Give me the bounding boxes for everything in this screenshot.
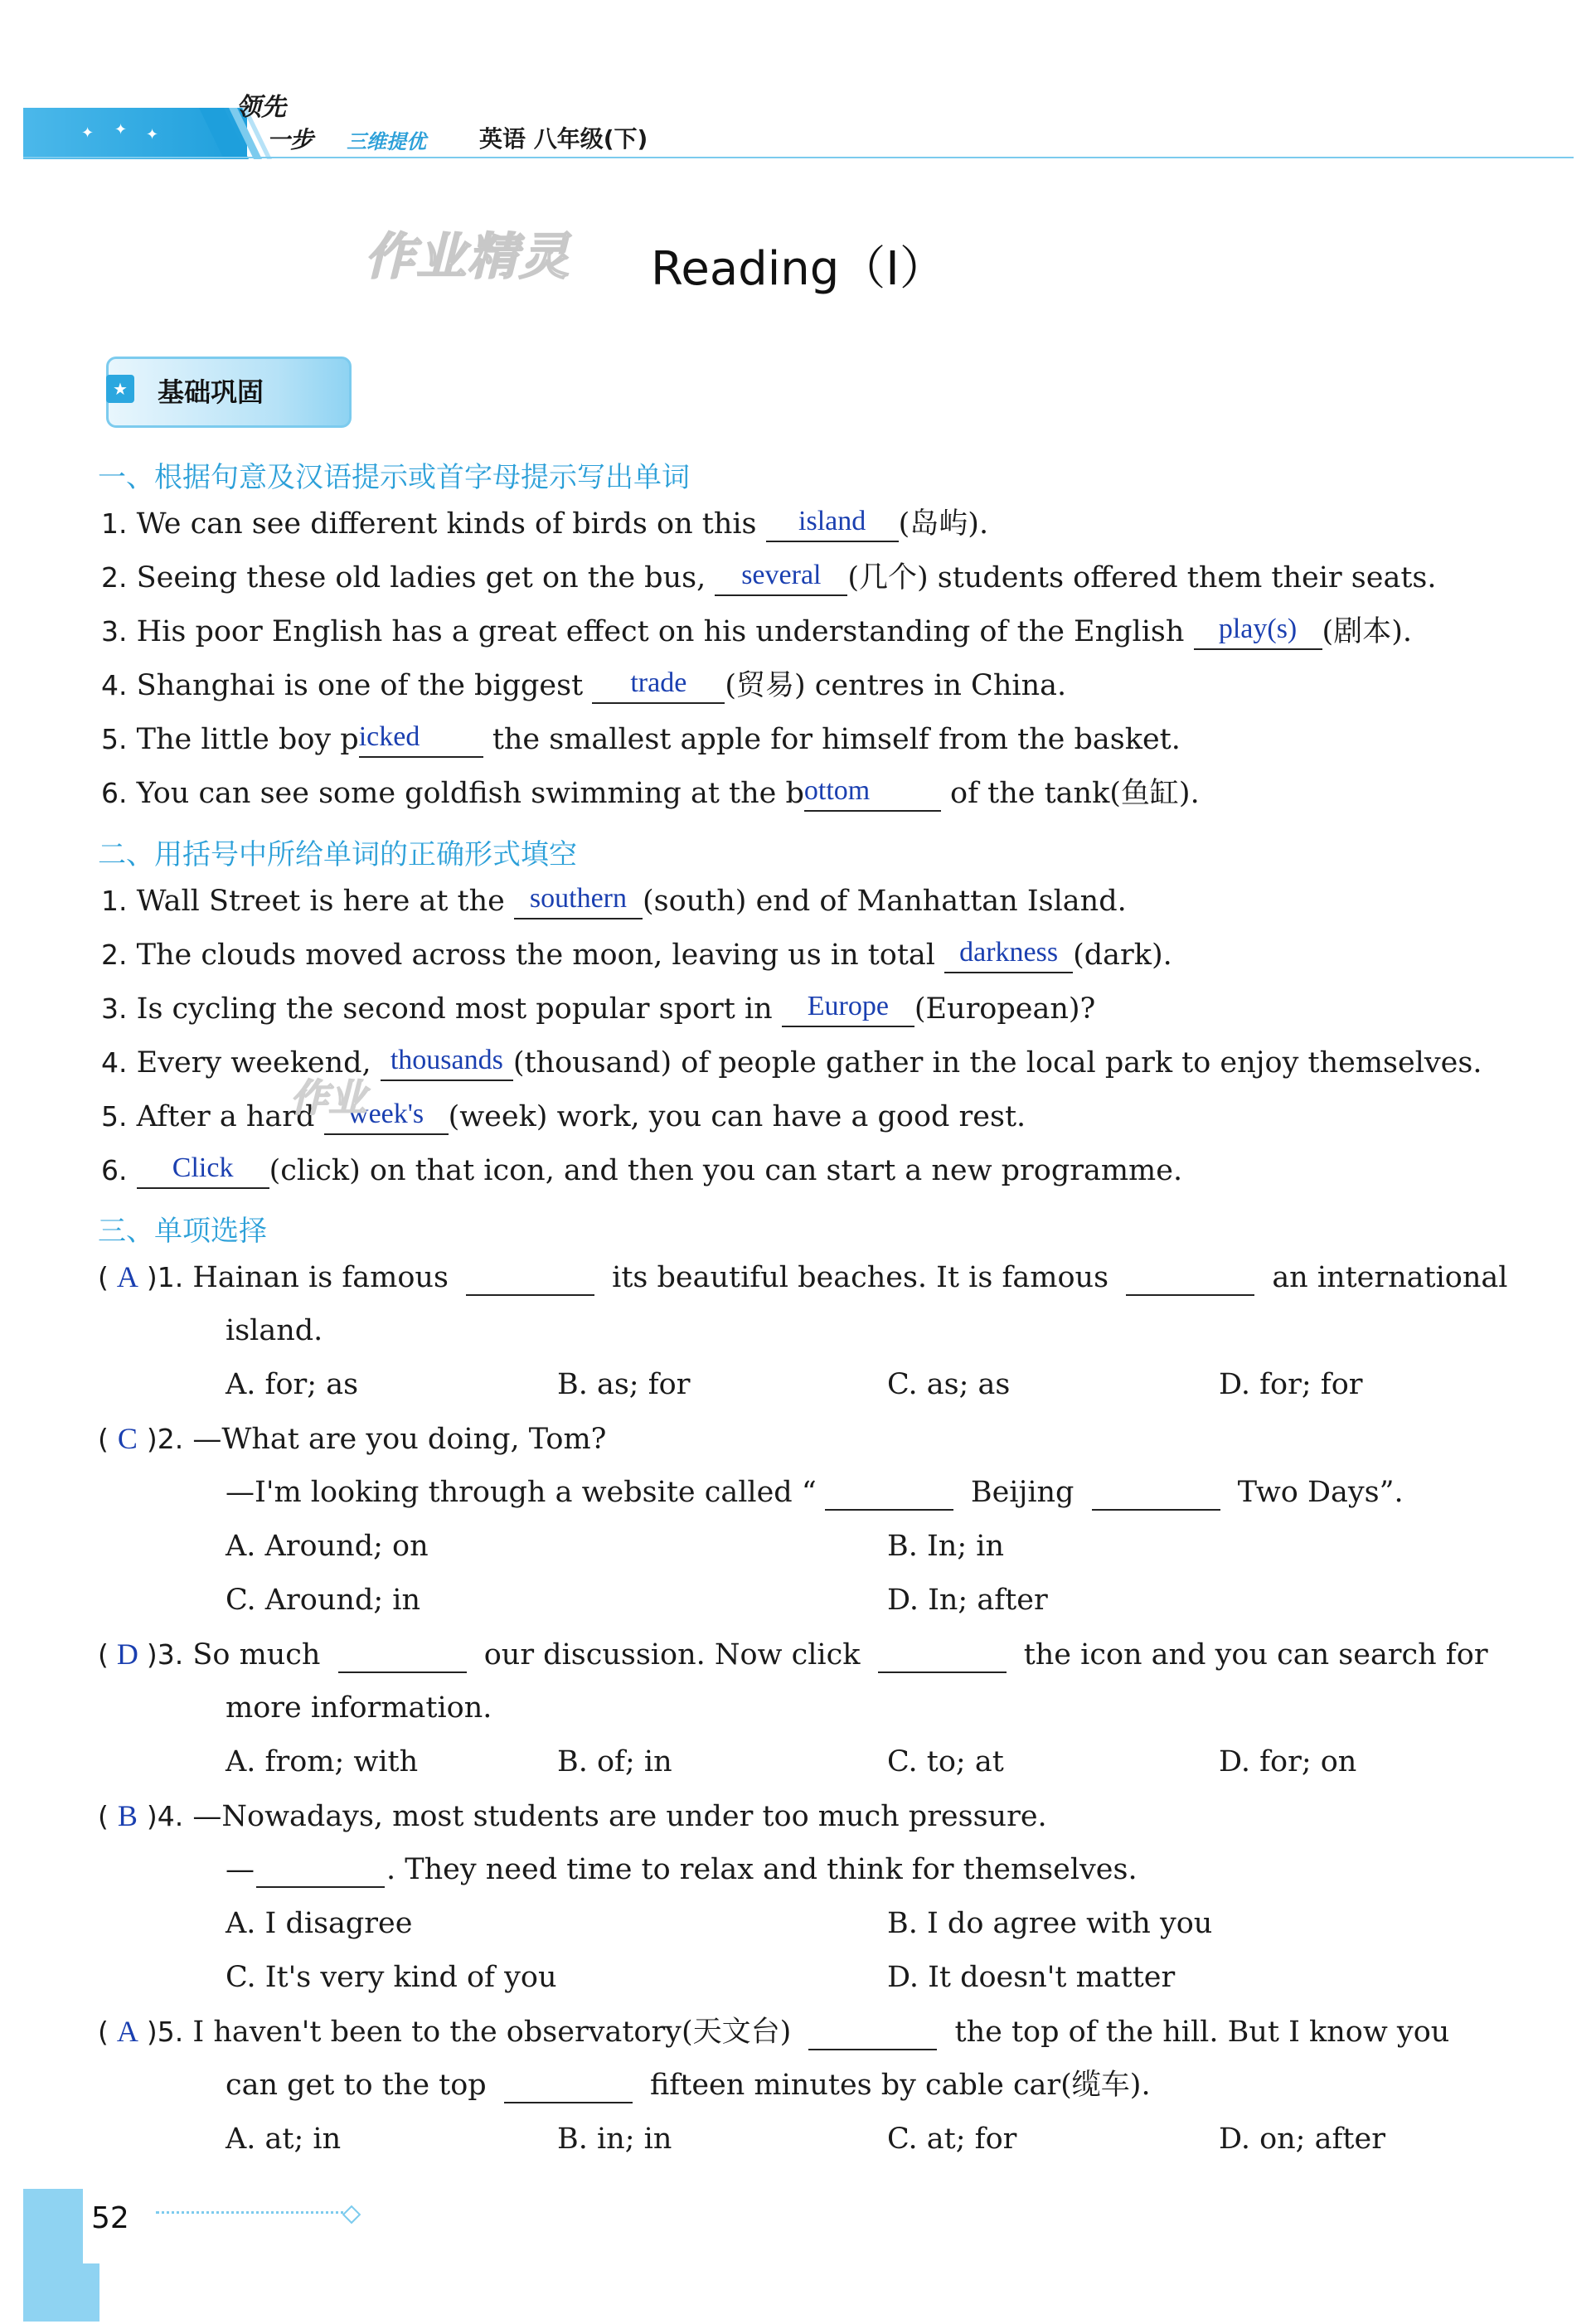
item-text: The clouds moved across the moon, leaving us in total xyxy=(136,939,945,972)
s1-item1 xyxy=(101,506,988,542)
option-a[interactable]: A. for; as xyxy=(226,1368,359,1401)
item-number: )1. xyxy=(146,1261,184,1293)
answer-blank[interactable] xyxy=(825,1481,953,1511)
mc-answer: B xyxy=(117,1799,138,1832)
brand-line3: 三维提优 xyxy=(347,130,426,153)
item-text: can get to the top xyxy=(226,2069,496,2102)
star-icon: ✦ xyxy=(146,126,159,143)
item-text: fifteen minutes by cable car(缆车). xyxy=(640,2069,1151,2102)
option-a[interactable]: A. Around; on xyxy=(226,1530,429,1563)
option-b[interactable]: B. as; for xyxy=(557,1368,691,1401)
page-title: Reading（Ⅰ） xyxy=(651,242,946,296)
diamond-icon xyxy=(342,2205,361,2225)
item-number: 4. xyxy=(101,1046,128,1079)
item-text: — xyxy=(226,1853,255,1886)
watermark-mark xyxy=(290,1061,390,1136)
item-text: . They need time to relax and think for themselves. xyxy=(386,1853,1138,1886)
answer-text: island xyxy=(798,506,866,536)
item-text: (thousand) of people gather in the local park to enjoy themselves. xyxy=(512,1046,1482,1080)
answer-text: southern xyxy=(529,883,627,914)
item-text: —What are you doing, Tom? xyxy=(192,1423,607,1456)
item-text: the smallest apple for himself from the basket. xyxy=(483,723,1181,756)
item-text: We can see different kinds of birds on this xyxy=(136,507,766,541)
star-icon: ✦ xyxy=(81,124,95,142)
mc-question-1: ( A )1. Hainan is famous its beautiful beaches. It is famous an international xyxy=(98,1260,1508,1294)
footer-dotted-rule xyxy=(156,2211,355,2215)
item-text: Every weekend, xyxy=(136,1046,381,1080)
option-d[interactable]: D. on; after xyxy=(1219,2123,1385,2156)
item-number: 6. xyxy=(101,777,128,809)
s2-item5 xyxy=(101,1099,1026,1135)
item-number: 5. xyxy=(101,1100,128,1133)
item-number: 3. xyxy=(101,615,128,648)
star-icon: ★ xyxy=(106,375,134,403)
item-text: —Nowadays, most students are under too much pressure. xyxy=(192,1800,1047,1833)
item-text: (European)? xyxy=(914,992,1096,1026)
answer-blank[interactable] xyxy=(381,1046,513,1081)
item-text: the icon and you can search for xyxy=(1014,1638,1488,1671)
item-text: —I'm looking through a website called “ xyxy=(226,1476,817,1509)
answer-blank[interactable] xyxy=(715,561,847,596)
header-rule xyxy=(23,157,1574,158)
section1-heading: 一、根据句意及汉语提示或首字母提示写出单词 xyxy=(98,461,690,494)
answer-blank[interactable] xyxy=(944,939,1073,973)
section3-heading: 三、单项选择 xyxy=(98,1215,267,1248)
item-number: )4. xyxy=(146,1800,184,1832)
item-text: its beautiful beaches. It is famous xyxy=(603,1261,1118,1294)
item-text: Shanghai is one of the biggest xyxy=(136,669,593,702)
answer-blank[interactable] xyxy=(782,992,914,1027)
watermark-text: 作业 xyxy=(290,1075,366,1120)
option-b[interactable]: B. in; in xyxy=(557,2123,672,2156)
option-d[interactable]: D. for; on xyxy=(1219,1745,1357,1778)
item-number: 2. xyxy=(101,561,128,594)
mc-question-5: ( A )5. I haven't been to the observatory(天文台) the top of the hill. But I know you xyxy=(98,2015,1450,2049)
mc-question-2: ( C )2. —What are you doing, Tom? xyxy=(98,1422,607,1456)
option-c[interactable]: C. at; for xyxy=(887,2123,1017,2156)
answer-blank[interactable] xyxy=(592,669,725,704)
answer-text: week's xyxy=(348,1099,424,1129)
option-c[interactable]: C. Around; in xyxy=(226,1584,421,1617)
item-text: (click) on that icon, and then you can start a new programme. xyxy=(269,1154,1183,1187)
answer-blank[interactable] xyxy=(256,1858,385,1888)
answer-blank[interactable] xyxy=(338,1643,467,1673)
item-text: (dark). xyxy=(1073,939,1172,972)
item-number: )2. xyxy=(146,1423,184,1455)
item-text: (几个) students offered them their seats. xyxy=(847,561,1437,594)
item-number: 4. xyxy=(101,669,128,701)
item-number: 2. xyxy=(101,939,128,971)
s2-item1 xyxy=(101,883,1127,919)
answer-blank[interactable] xyxy=(466,1266,594,1296)
subject-label: 英语 八年级(下) xyxy=(479,125,648,153)
item-text: Is cycling the second most popular sport in xyxy=(136,992,782,1026)
item-text: Beijing xyxy=(961,1476,1084,1509)
answer-blank[interactable] xyxy=(808,2021,937,2050)
answer-text: Europe xyxy=(807,991,889,1021)
section2-heading: 二、用括号中所给单词的正确形式填空 xyxy=(98,838,577,871)
item-text: You can see some goldfish swimming at the b xyxy=(136,777,804,810)
item-number: 5. xyxy=(101,723,128,755)
answer-blank[interactable] xyxy=(804,777,941,812)
mc-question-5-cont xyxy=(226,2067,1151,2103)
item-number: 3. xyxy=(101,992,128,1025)
s2-item6 xyxy=(101,1152,1182,1189)
watermark: 作业精灵 xyxy=(365,228,570,286)
star-icon: ✦ xyxy=(114,121,128,138)
mc-answer: A xyxy=(116,2015,138,2048)
option-c[interactable]: C. as; as xyxy=(887,1368,1011,1401)
answer-text: darkness xyxy=(959,937,1059,968)
mc-question-3: ( D )3. So much our discussion. Now click the icon and you can search for xyxy=(98,1637,1488,1671)
s1-item6 xyxy=(101,775,1200,812)
brand-line2: 一步 xyxy=(267,126,314,153)
mc-answer: A xyxy=(116,1260,138,1293)
item-text: an international xyxy=(1263,1261,1508,1294)
answer-blank[interactable] xyxy=(878,1643,1007,1673)
item-text: The little boy p xyxy=(136,723,359,756)
badge-label: 基础巩固 xyxy=(158,376,264,408)
answer-text: ottom xyxy=(803,775,871,806)
brand-line1: 领先 xyxy=(236,93,286,122)
option-b[interactable]: B. I do agree with you xyxy=(887,1907,1213,1940)
answer-blank[interactable] xyxy=(514,885,643,919)
page-number: 52 xyxy=(91,2201,129,2235)
s2-item2 xyxy=(101,937,1172,973)
answer-text: trade xyxy=(630,667,687,698)
mc-question-4-cont xyxy=(226,1851,1138,1888)
item-text: So much xyxy=(192,1638,330,1671)
option-b[interactable]: B. of; in xyxy=(557,1745,672,1778)
option-d[interactable]: D. for; for xyxy=(1219,1368,1363,1401)
item-text: the top of the hill. But I know you xyxy=(945,2016,1450,2049)
item-number: )3. xyxy=(146,1638,184,1671)
s1-item4 xyxy=(101,667,1066,704)
item-text: (剧本). xyxy=(1322,615,1412,648)
answer-blank[interactable] xyxy=(504,2074,633,2103)
s2-item3 xyxy=(101,991,1095,1027)
s1-item2 xyxy=(101,560,1436,596)
answer-text: several xyxy=(741,560,822,590)
option-c[interactable]: C. to; at xyxy=(887,1745,1004,1778)
mc-answer: D xyxy=(116,1637,138,1671)
item-text: Wall Street is here at the xyxy=(136,885,514,918)
answer-blank[interactable] xyxy=(1092,1481,1220,1511)
option-b[interactable]: B. In; in xyxy=(887,1530,1004,1563)
item-number: 6. xyxy=(101,1154,128,1186)
mc-question-2-cont xyxy=(226,1474,1404,1511)
option-a[interactable]: A. I disagree xyxy=(226,1907,413,1940)
item-number: )5. xyxy=(146,2016,184,2048)
item-number: 1. xyxy=(101,507,128,540)
item-text: Seeing these old ladies get on the bus, xyxy=(136,561,716,594)
mc-answer: C xyxy=(117,1422,138,1455)
answer-text: thousands xyxy=(390,1045,503,1075)
answer-blank[interactable] xyxy=(1126,1266,1254,1296)
item-text: I haven't been to the observatory(天文台) xyxy=(192,2016,801,2049)
answer-blank[interactable] xyxy=(137,1154,269,1189)
answer-blank[interactable] xyxy=(1194,615,1322,650)
option-c[interactable]: C. It's very kind of you xyxy=(226,1961,557,1994)
item-text: His poor English has a great effect on his understanding of the English xyxy=(136,615,1194,648)
answer-text: Click xyxy=(172,1152,234,1183)
item-number: 1. xyxy=(101,885,128,917)
option-a[interactable]: A. from; with xyxy=(226,1745,419,1778)
item-text: Two Days”. xyxy=(1228,1476,1404,1509)
option-a[interactable]: A. at; in xyxy=(226,2123,342,2156)
mc-question-4: ( B )4. —Nowadays, most students are under too much pressure. xyxy=(98,1799,1047,1833)
answer-blank[interactable] xyxy=(766,507,899,542)
item-text: (贸易) centres in China. xyxy=(725,669,1067,702)
answer-blank[interactable] xyxy=(359,723,483,758)
option-d[interactable]: D. It doesn't matter xyxy=(887,1961,1176,1994)
mc-question-3-cont: more information. xyxy=(226,1691,492,1725)
answer-text: play(s) xyxy=(1218,614,1298,644)
s1-item5 xyxy=(101,721,1181,758)
item-text: After a hard xyxy=(136,1100,324,1133)
answer-text: icked xyxy=(358,721,420,752)
item-text: Hainan is famous xyxy=(192,1261,458,1294)
item-text: our discussion. Now click xyxy=(474,1638,870,1671)
item-text: (week) work, you can have a good rest. xyxy=(448,1100,1026,1133)
item-text: of the tank(鱼缸). xyxy=(940,777,1200,810)
item-text: (south) end of Manhattan Island. xyxy=(642,885,1127,918)
option-d[interactable]: D. In; after xyxy=(887,1584,1048,1617)
item-text: (岛屿). xyxy=(898,507,989,541)
mc-question-1-cont: island. xyxy=(226,1314,323,1347)
s1-item3 xyxy=(101,614,1412,650)
